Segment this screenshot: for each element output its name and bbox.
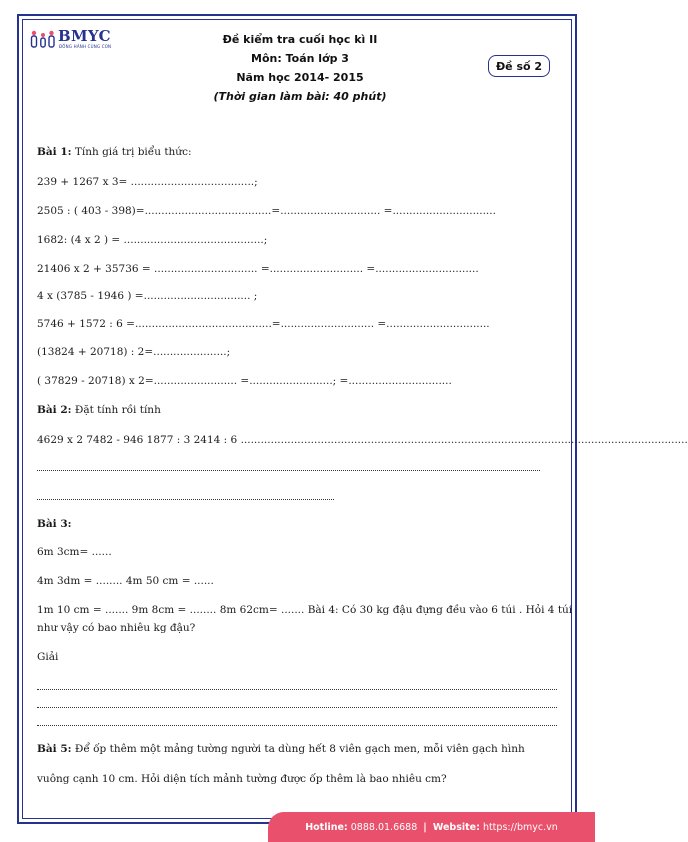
bai1-item: ( 37829 - 20718) x 2=......................... =.........................; =............................... [37,375,452,387]
bmyc-logo [30,27,140,51]
giai-label: Giải [37,651,59,663]
bai3-item: 1m 10 cm = ....... 9m 8cm = ........ 8m 62cm= ....... Bài 4: Có 30 kg đậu đựng đều vào 6 túi . Hỏi 4 túi [37,604,573,616]
footer-separator: | [423,821,427,833]
bai1-item: 1682: (4 x 2 ) = ..........................................; [37,234,268,246]
bai2-heading [37,404,161,416]
bai2-text: Đặt tính rồi tính [71,404,161,416]
bai2-label: Bài 2: [37,404,72,416]
bai1-item: 2505 : ( 403 - 398)=......................................=.............................. =............................... [37,205,496,217]
exam-year: Năm học 2014- 2015 [236,71,364,84]
answer-dotted-line [37,689,557,690]
bai1-item: 239 + 1267 x 3= .....................................; [37,176,258,188]
website-link[interactable]: https://bmyc.vn [482,821,558,833]
bai1-item: 4 x (3785 - 1946 ) =................................ ; [37,290,258,302]
bai1-text: Tính giá trị biểu thức: [71,146,192,158]
bai1-item: 5746 + 1572 : 6 =.........................................=............................ =............................... [37,318,490,330]
bai3-heading [37,518,72,530]
family-figures-icon [30,30,56,48]
exam-duration: (Thời gian làm bài: 40 phút) [213,90,387,103]
logo-name: BMYC [58,27,111,45]
answer-dotted-line [37,707,557,708]
bai3-label: Bài 3: [37,518,72,530]
footer-banner [268,812,595,842]
exam-subject: Môn: Toán lớp 3 [251,52,349,65]
page-border-inner [22,19,572,819]
bai5-text-2: vuông cạnh 10 cm. Hỏi diện tích mảnh tường được ốp thêm là bao nhiêu cm? [37,773,447,785]
answer-dotted-line [37,499,334,500]
bai3-item: 4m 3dm = ........ 4m 50 cm = ...... [37,575,214,587]
bai1-label: Bài 1: [37,146,72,158]
hotline-label: Hotline: [305,821,348,833]
bai1-item: 21406 x 2 + 35736 = ............................... =............................ =............................... [37,263,479,275]
answer-dotted-line [37,725,557,726]
website-label: Website: [432,821,480,833]
hotline-number[interactable]: 0888.01.6688 [350,821,418,833]
bai3-item: 6m 3cm= ...... [37,546,112,558]
exam-number-badge: Đề số 2 [488,55,550,77]
exam-title: Đề kiểm tra cuối học kì II [222,33,378,46]
bai1-heading [37,146,192,158]
exam-header [150,30,450,106]
bai5-label: Bài 5: [37,743,72,755]
answer-dotted-line [37,470,540,471]
bai2-line: 4629 x 2 7482 - 946 1877 : 3 2414 : 6 ...................................................................................................................................... [37,434,688,446]
bai5-heading [37,743,525,755]
bai5-text: Để ốp thêm một mảng tường người ta dùng hết 8 viên gạch men, mỗi viên gạch hình [71,743,525,755]
bai3-item: như vậy có bao nhiêu kg đậu? [37,622,196,634]
logo-tagline: ĐỒNG HÀNH CÙNG CON [59,44,112,49]
bai1-item: (13824 + 20718) : 2=......................; [37,346,231,358]
